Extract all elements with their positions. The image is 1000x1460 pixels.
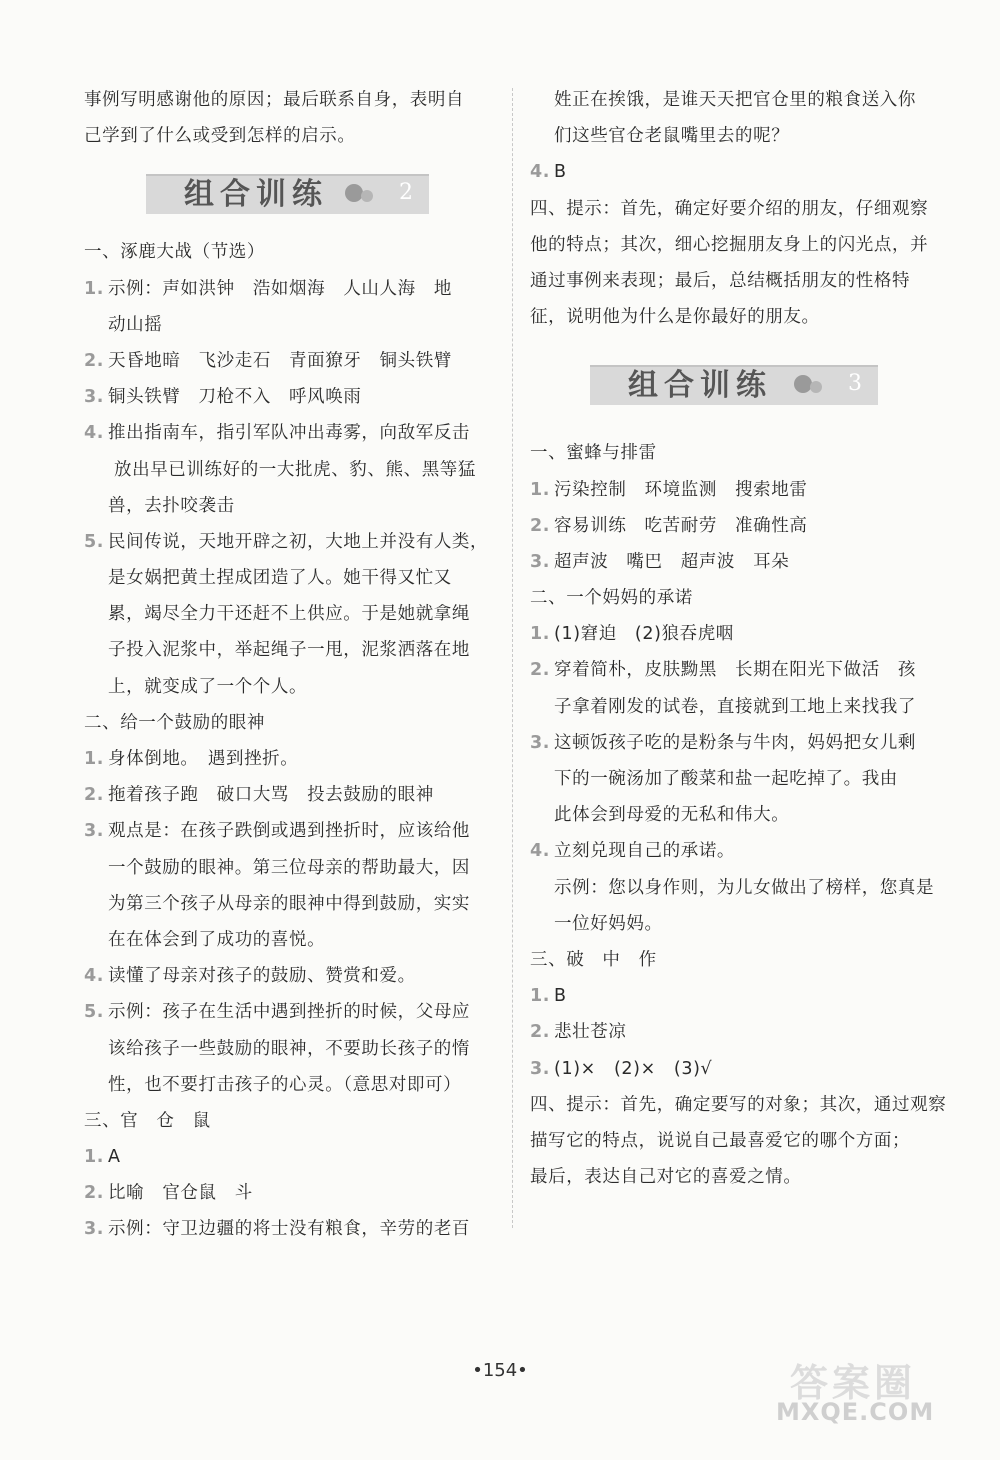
question-number: 1. [530,624,551,645]
banner-dots-icon [794,375,824,397]
answer-text: 立刻兑现自己的承诺。 [554,841,736,862]
banner-number: 2 [399,180,413,206]
question-number: 2. [84,785,105,806]
answer-text: B [554,986,567,1007]
hint-text: 四、提示：首先，确定好要介绍的朋友，仔细观察 [530,198,929,219]
banner-box [146,174,429,214]
intro-line: 己学到了什么或受到怎样的启示。 [84,126,356,147]
answer-text: 示例：孩子在生活中遇到挫折的时候，父母应 [108,1002,471,1023]
answer-text: 污染控制 环境监测 搜索地雷 [554,479,808,500]
question-number: 1. [84,749,105,769]
question-number: 3. [84,1219,105,1240]
answer-text: 兽，去扑咬袭击 [108,495,235,516]
question-number: 5. [84,1002,105,1023]
answer-text: 累，竭尽全力干还赶不上供应。于是她就拿绳 [108,604,470,625]
question-number: 3. [530,1058,551,1079]
question-number: 2. [530,660,551,681]
answer-text: 民间传说，天地开辟之初，大地上并没有人类， [108,531,489,552]
answer-text: 穿着简朴，皮肤黝黑 长期在阳光下做活 孩 [554,660,917,681]
section-title: 二、给一个鼓励的眼神 [84,712,265,733]
answer-text: 示例：守卫边疆的将士没有粮食，辛劳的老百 [108,1219,471,1240]
answer-text: 一位好妈妈。 [554,913,663,934]
answer-text: 们这些官仓老鼠嘴里去的呢？ [554,126,790,147]
answer-text: 比喻 官仓鼠 斗 [108,1183,253,1204]
answer-text: 这顿饭孩子吃的是粉条与牛肉，妈妈把女儿剩 [554,732,917,753]
hint-text: 描写它的特点，说说自己最喜爱它的哪个方面； [530,1130,911,1151]
section-title: 二、一个妈妈的承诺 [530,588,693,609]
hint-text: 四、提示：首先，确定要写的对象；其次，通过观察 [530,1094,947,1115]
watermark-logo: 答案圈 [790,1360,917,1405]
answer-text: B [554,162,567,183]
right-column [530,82,947,1195]
answer-text: 示例：您以身作则，为儿女做出了榜样，您真是 [554,877,935,898]
banner-title: 组合训练 [184,177,328,213]
answer-text: 放出早已训练好的一大批虎、豹、熊、黑等猛 [114,459,476,480]
answer-text: 超声波 嘴巴 超声波 耳朵 [554,551,790,572]
question-number: 1. [84,278,105,299]
question-number: 3. [530,732,551,753]
question-number: 4. [84,423,105,444]
answer-text: 容易训练 吃苦耐劳 准确性高 [554,515,808,536]
section-title: 三、破 中 作 [530,949,657,970]
answer-text: 性，也不要打击孩子的心灵。（意思对即可） [108,1074,462,1095]
question-number: 2. [84,1183,105,1204]
section-title: 三、官 仓 鼠 [84,1110,211,1131]
hint-text: 最后，表达自己对它的喜爱之情。 [530,1167,802,1188]
question-number: 4. [530,162,551,183]
question-number: 4. [84,966,105,987]
question-number: 1. [84,1147,105,1168]
answer-text: 姓正在挨饿，是谁天天把官仓里的粮食送入你 [554,90,916,110]
answer-text: 天昏地暗 飞沙走石 青面獠牙 铜头铁臂 [108,350,452,371]
answer-text: 下的一碗汤加了酸菜和盐一起吃掉了。我由 [554,769,898,789]
answer-text: 推出指南车，指引军队冲出毒雾，向敌军反击 [108,423,471,444]
section-title: 一、涿鹿大战（节选） [84,242,265,263]
banner-dots-icon [345,184,375,206]
watermark-url: MXQE.COM [776,1398,935,1426]
banner-number: 3 [848,371,862,397]
answer-text: 身体倒地。 遇到挫折。 [108,749,299,769]
question-number: 1. [530,986,551,1007]
answer-text: 在在体会到了成功的喜悦。 [108,929,326,950]
question-number: 5. [84,531,105,552]
answer-text: (1)窘迫 (2)狼吞虎咽 [554,624,734,645]
answer-text: 观点是：在孩子跌倒或遇到挫折时，应该给他 [108,821,471,842]
answer-text: (1)× (2)× (3)√ [554,1058,713,1079]
section-title: 一、蜜蜂与排雷 [530,443,657,464]
question-number: 1. [530,479,551,500]
answer-text: A [108,1147,121,1168]
question-number: 3. [84,387,105,408]
answer-text: 子拿着刚发的试卷，直接就到工地上来找我了 [554,696,916,717]
question-number: 3. [530,551,551,572]
answer-text: 铜头铁臂 刀枪不入 呼风唤雨 [108,387,362,408]
hint-text: 征，说明他为什么是你最好的朋友。 [530,307,820,328]
answer-text: 是女娲把黄土捏成团造了人。她干得又忙又 [108,568,452,589]
answer-text: 此体会到母爱的无私和伟大。 [554,805,790,826]
answer-text: 一个鼓励的眼神。第三位母亲的帮助最大，因 [108,857,470,878]
question-number: 2. [530,1022,551,1043]
left-column [84,82,496,1248]
banner-box [590,365,878,405]
question-number: 3. [84,821,105,842]
column-divider [512,88,513,1228]
page-number: •154• [472,1360,528,1381]
answer-text: 子投入泥浆中，举起绳子一甩，泥浆洒落在地 [108,640,470,661]
section-banner-2 [84,154,496,234]
hint-text: 他的特点；其次，细心挖掘朋友身上的闪光点，并 [530,234,929,255]
banner-title: 组合训练 [628,368,772,404]
answer-text: 示例：声如洪钟 浩如烟海 人山人海 地 [108,278,452,299]
answer-text: 上，就变成了一个个人。 [108,676,308,697]
question-number: 2. [84,350,105,371]
answer-text: 动山摇 [108,314,163,335]
question-number: 4. [530,841,551,862]
answer-text: 拖着孩子跑 破口大骂 投去鼓励的眼神 [108,785,434,806]
answer-text: 为第三个孩子从母亲的眼神中得到鼓励，实实 [108,893,470,914]
answer-text: 该给孩子一些鼓励的眼神，不要助长孩子的惰 [108,1038,470,1059]
question-number: 2. [530,515,551,536]
intro-line: 事例写明感谢他的原因；最后联系自身，表明自 [84,90,465,110]
answer-text: 悲壮苍凉 [554,1022,627,1043]
hint-text: 通过事例来表现；最后，总结概括朋友的性格特 [530,270,911,291]
section-banner-3 [530,335,942,435]
answer-text: 读懂了母亲对孩子的鼓励、赞赏和爱。 [108,966,416,987]
